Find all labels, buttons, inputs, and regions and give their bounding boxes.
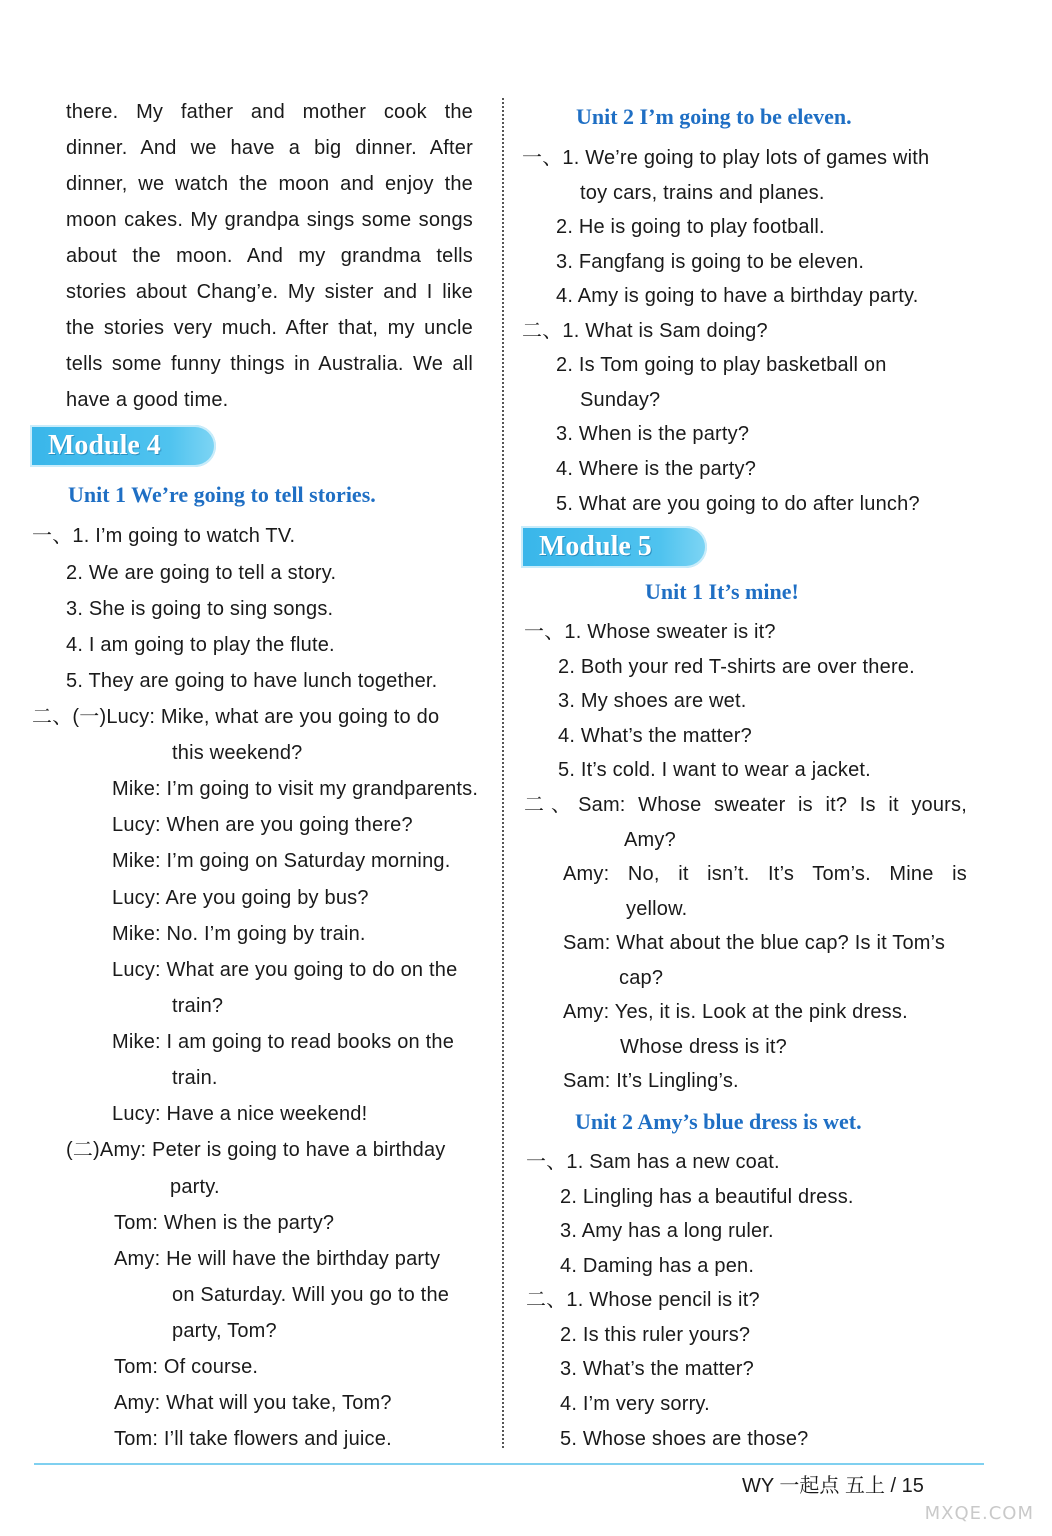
dialogue-line: Tom: When is the party? [114,1212,335,1234]
answer-line: 4. Where is the party? [556,458,757,480]
answer-line: 3. She is going to sing songs. [66,598,334,620]
dialogue-line: train? [172,995,224,1017]
dialogue-line: on Saturday. Will you go to the [172,1284,450,1306]
answer-line: 一、1. We’re going to play lots of games with [522,147,930,169]
watermark-logo [880,1468,1040,1528]
intro-line: there. My father and mother cook the [66,101,473,123]
answer-line: 2. Both your red T-shirts are over there. [558,656,915,678]
intro-line: about the moon. And my grandma tells [66,245,473,267]
answer-line: 5. It’s cold. I want to wear a jacket. [558,759,871,781]
answer-line: 5. What are you going to do after lunch? [556,493,920,515]
dialogue-line: Amy: No, it isn’t. It’s Tom’s. Mine is [563,863,967,885]
answer-line: toy cars, trains and planes. [580,182,825,204]
column-divider [502,98,504,1448]
answer-line: 5. Whose shoes are those? [560,1428,809,1450]
answer-line: 一、1. Whose sweater is it? [524,621,776,643]
dialogue-line: this weekend? [172,742,303,764]
answer-line: 3. What’s the matter? [560,1358,754,1380]
dialogue-line: yellow. [626,898,688,920]
answer-line: 2. Lingling has a beautiful dress. [560,1186,854,1208]
dialogue-line: Mike: I’m going on Saturday morning. [112,850,451,872]
dialogue-line: 二、Sam: Whose sweater is it? Is it yours, [524,794,967,816]
dialogue-line: Mike: I’m going to visit my grandparents. [112,778,479,800]
module-5-banner [521,526,707,568]
page-number: WY 一起点 五上 / 15 [742,1475,924,1497]
dialogue-line: Whose dress is it? [620,1036,787,1058]
answer-line: 3. Amy has a long ruler. [560,1220,774,1242]
answer-line: 4. Daming has a pen. [560,1255,755,1277]
dialogue-line: Amy: What will you take, Tom? [114,1392,392,1414]
answer-line: 4. Amy is going to have a birthday party. [556,285,919,307]
dialogue-line: Lucy: Are you going by bus? [112,887,369,909]
intro-line: stories about Chang’e. My sister and I like [66,281,473,303]
dialogue-line: cap? [619,967,664,989]
unit-title: Unit 1 It’s mine! [645,579,799,604]
dialogue-line: Lucy: What are you going to do on the [112,959,458,981]
dialogue-line: Amy? [624,829,676,851]
intro-line: dinner. And we have a big dinner. After [66,137,473,159]
dialogue-line: party, Tom? [172,1320,277,1342]
answer-line: 3. Fangfang is going to be eleven. [556,251,865,273]
dialogue-line: Lucy: Have a nice weekend! [112,1103,368,1125]
answer-line: 4. What’s the matter? [558,725,752,747]
answer-line: 一、1. Sam has a new coat. [526,1151,780,1173]
dialogue-line: Sam: What about the blue cap? Is it Tom’s [563,932,946,954]
module-label: Module 4 [48,430,161,461]
answer-line: 一、1. I’m going to watch TV. [32,525,296,547]
dialogue-line: Mike: No. I’m going by train. [112,923,366,945]
footer-rule [34,1463,984,1465]
unit-title: Unit 2 Amy’s blue dress is wet. [575,1109,862,1134]
dialogue-line: Tom: I’ll take flowers and juice. [114,1428,392,1450]
intro-line: dinner, we watch the moon and enjoy the [66,173,473,195]
answer-line: 2. We are going to tell a story. [66,562,337,584]
answer-line: 4. I am going to play the flute. [66,634,335,656]
watermark-text: MXQE.COM [924,1503,1034,1524]
dialogue-line: (二)Amy: Peter is going to have a birthday [66,1139,446,1161]
module-label: Module 5 [539,531,652,562]
dialogue-line: Tom: Of course. [114,1356,259,1378]
dialogue-line: Mike: I am going to read books on the [112,1031,455,1053]
answer-line: 3. My shoes are wet. [558,690,747,712]
intro-line: the stories very much. After that, my uncle [66,317,473,339]
unit-title: Unit 1 We’re going to tell stories. [68,482,376,507]
answer-line: 二、1. Whose pencil is it? [526,1289,760,1311]
dialogue-line: train. [172,1067,218,1089]
dialogue-line: Amy: Yes, it is. Look at the pink dress. [563,1001,908,1023]
answer-line: 2. Is Tom going to play basketball on [556,354,887,376]
answer-line: Sunday? [580,389,661,411]
dialogue-line: party. [170,1176,220,1198]
answer-line: 3. When is the party? [556,423,750,445]
answer-line: 2. He is going to play football. [556,216,825,238]
module-4-banner [30,425,216,467]
answer-line: 2. Is this ruler yours? [560,1324,751,1346]
dialogue-line: 二、(一)Lucy: Mike, what are you going to do [32,706,440,728]
intro-line: tells some funny things in Australia. We all [66,353,473,375]
dialogue-line: Sam: It’s Lingling’s. [563,1070,739,1092]
answer-line: 二、1. What is Sam doing? [522,320,768,342]
dialogue-line: Amy: He will have the birthday party [114,1248,441,1270]
answer-line: 5. They are going to have lunch together. [66,670,438,692]
dialogue-line: Lucy: When are you going there? [112,814,413,836]
unit-title: Unit 2 I’m going to be eleven. [576,104,852,129]
answer-line: 4. I’m very sorry. [560,1393,710,1415]
intro-line: moon cakes. My grandpa sings some songs [66,209,473,231]
intro-line: have a good time. [66,389,229,411]
